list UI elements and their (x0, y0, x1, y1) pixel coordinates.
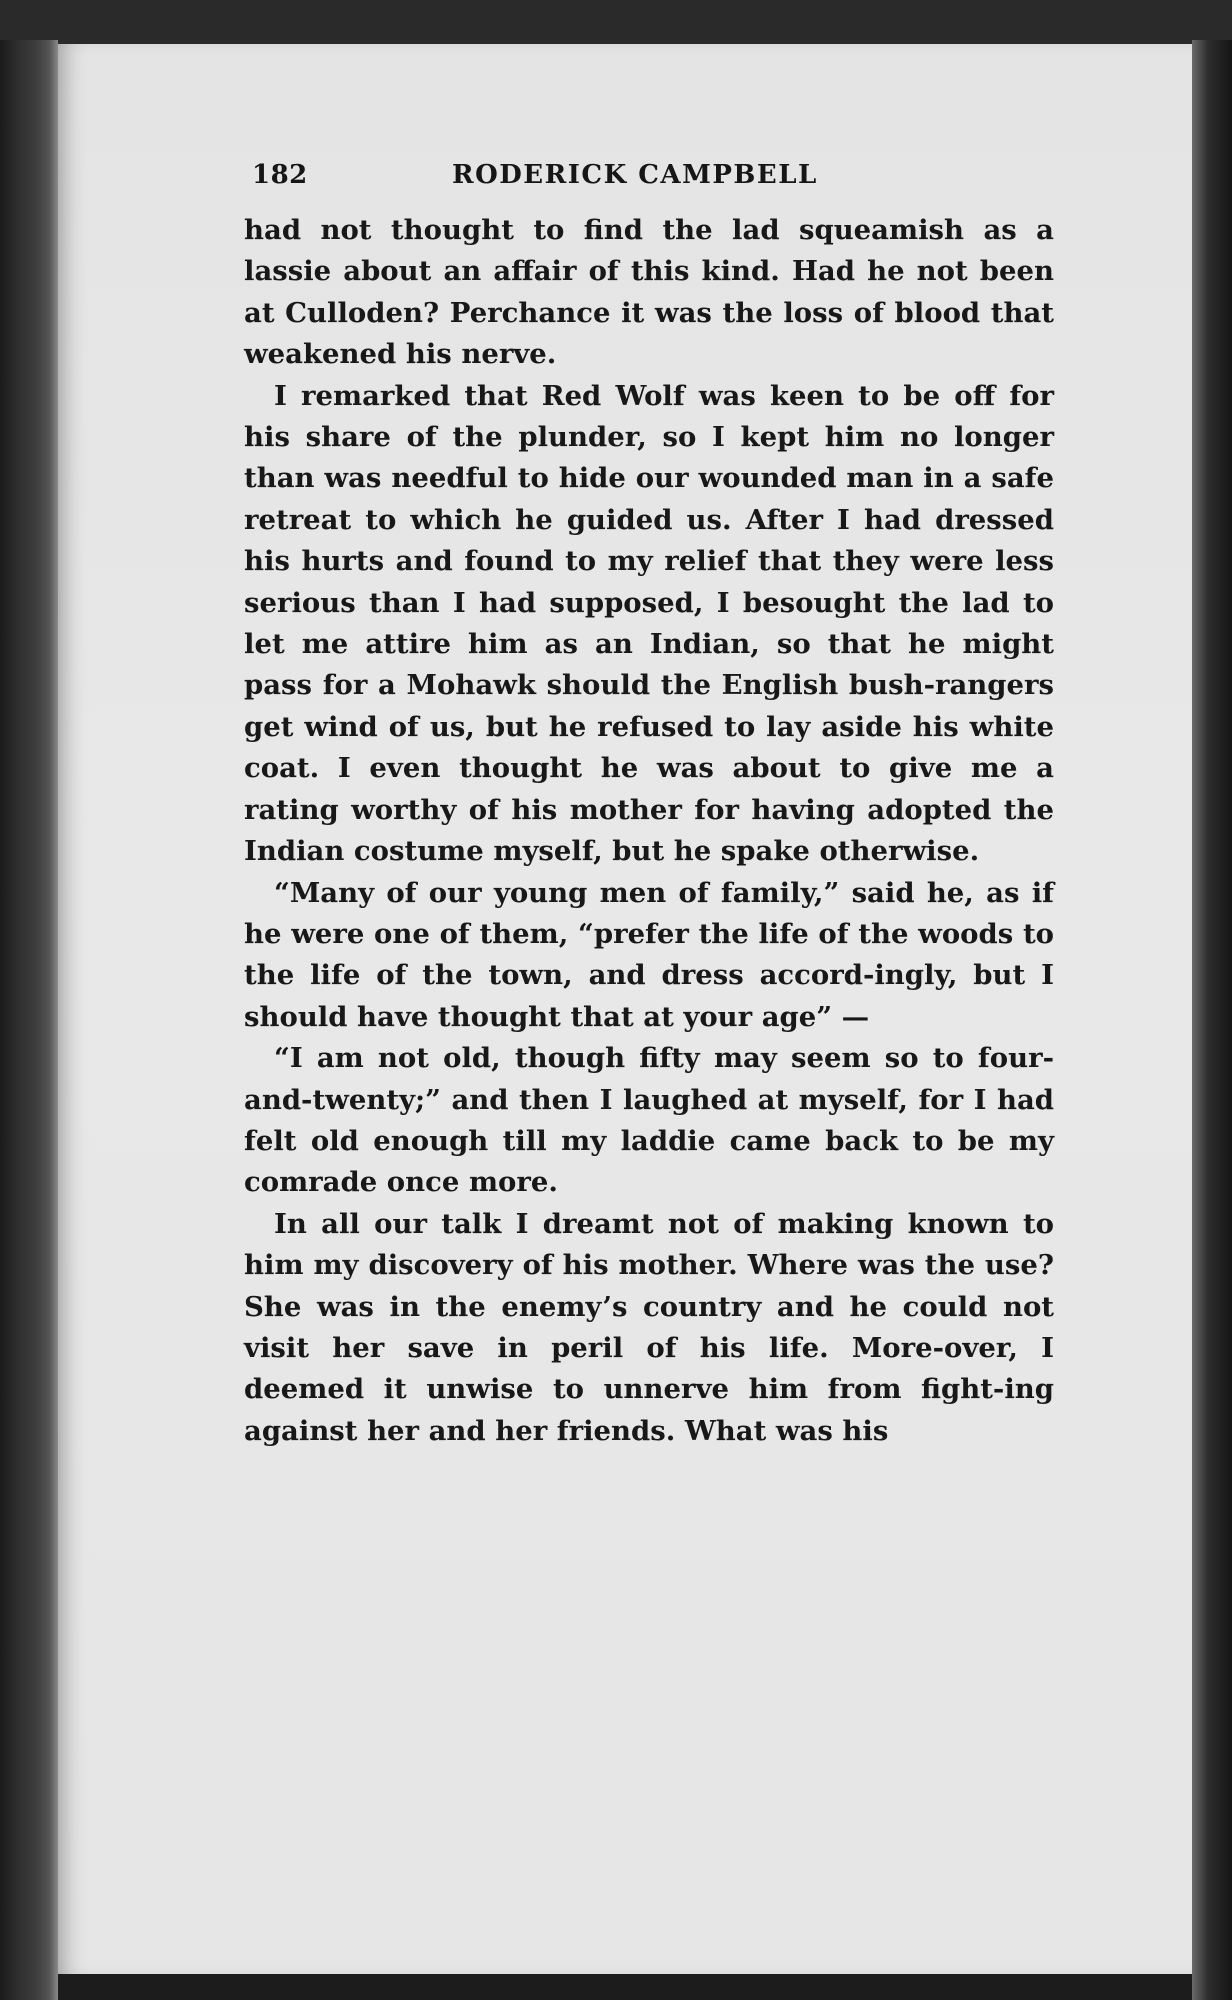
body-text (244, 210, 1054, 1452)
paragraph-4: “I am not old, though fifty may seem so to four-and-twenty;” and then I laughed at myself, for I had felt old enough till my laddie came back to be my comrade once more. (244, 1042, 1054, 1199)
book-fore-edge (1192, 40, 1232, 2000)
running-head-title: RODERICK CAMPBELL (452, 160, 818, 190)
page-number: 182 (252, 160, 308, 190)
paragraph-2: I remarked that Red Wolf was keen to be off for his share of the plunder, so I kept him no longer than was needful to hide our wounded man in a safe retreat to which he guided us. After I had dressed his hurts and found to my relief that they were less serious than I had supposed, I besought the lad to let me attire him as an Indian, so that he might pass for a Mohawk should the English bush-rangers get wind of us, but he refused to lay aside his white coat. I even thought he was about to give me a rating worthy of his mother for having adopted the Indian costume myself, but he spake otherwise. (244, 379, 1054, 868)
book-spine-edge (0, 40, 58, 2000)
paragraph-1: had not thought to find the lad squeamish as a lassie about an affair of this kind. Had he not been at Culloden? Perchance it was the loss of blood that weakened his nerve. (244, 214, 1054, 371)
page-header (252, 160, 1032, 200)
paragraph-3: “Many of our young men of family,” said he, as if he were one of them, “prefer the life of the woods to the life of the town, and dress accord-ingly, but I should have thought that at your age” — (244, 876, 1054, 1033)
paragraph-5: In all our talk I dreamt not of making known to him my discovery of his mother. Where was the use? She was in the enemy’s country and he could not visit her save in peril of his life. More-over, I deemed it unwise to unnerve him from fight-ing against her and her friends. What was his (244, 1207, 1054, 1447)
